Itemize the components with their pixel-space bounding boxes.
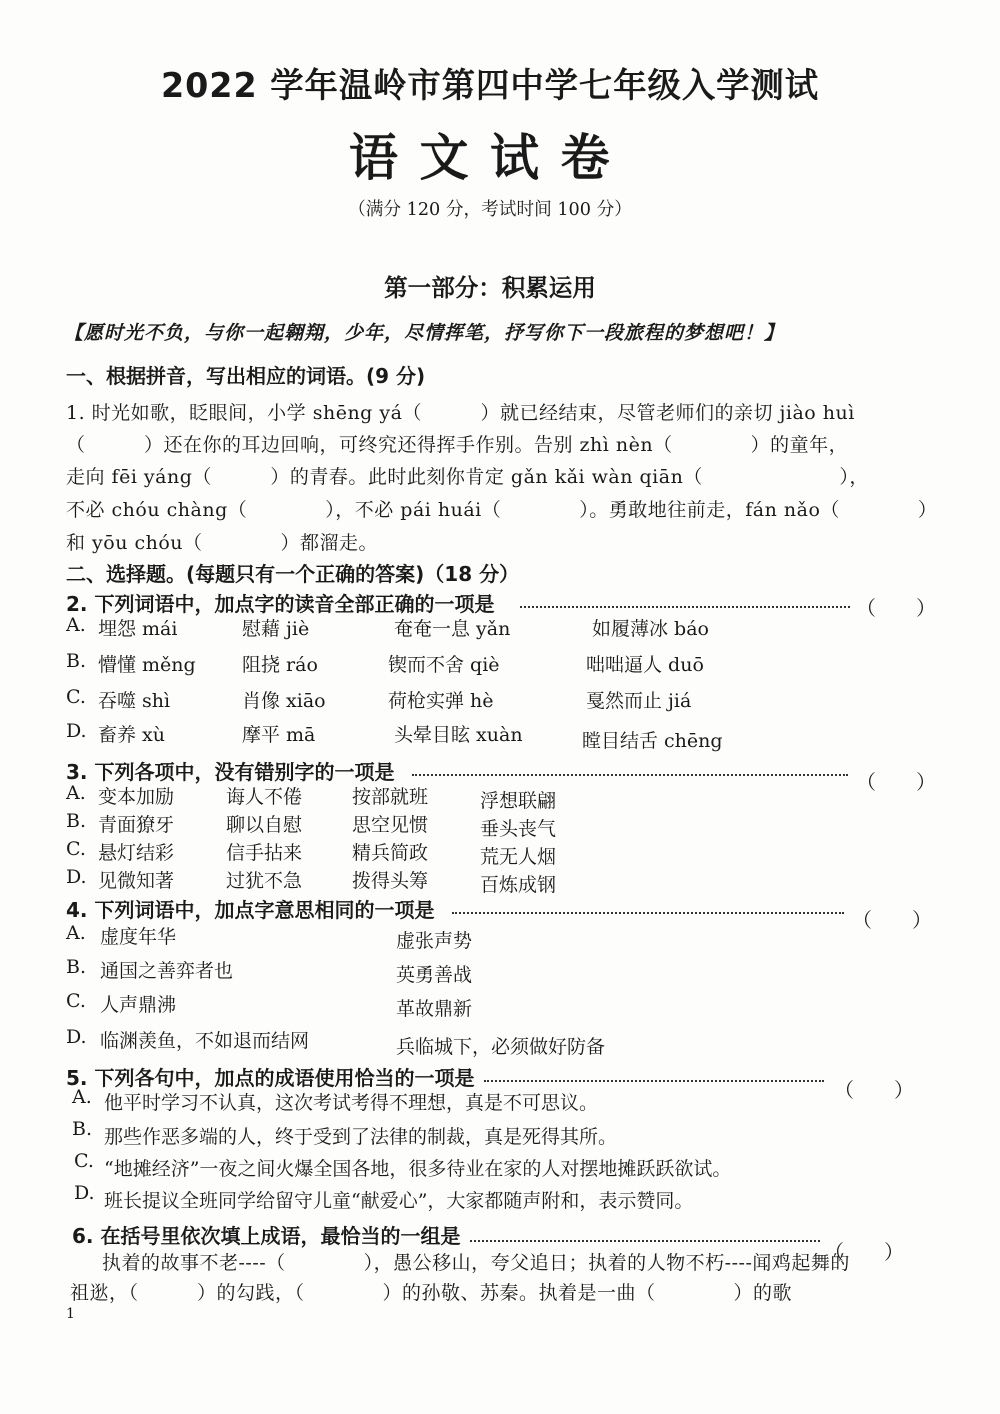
q2-d-3: 头晕目眩 xuàn <box>394 724 523 746</box>
q2-a-2: 慰藉 jiè <box>242 618 310 640</box>
q2-b-label: B. <box>66 650 87 672</box>
section1-heading: 一、根据拼音，写出相应的词语。(9 分) <box>66 364 426 388</box>
leader-dots <box>452 912 844 914</box>
answer-paren: （ ） <box>856 770 936 794</box>
answer-paren: （ ） <box>856 596 936 620</box>
q3-c-4: 荒无人烟 <box>480 846 557 868</box>
q4-d-1: 临渊羡鱼，不如退而结网 <box>100 1030 310 1052</box>
exam-info: （满分 120 分，考试时间 100 分） <box>348 199 632 220</box>
q6-line-1: 执着的故事不老----（ ），愚公移山，夸父追日；执着的人物不朽----闻鸡起舞的 <box>102 1252 850 1274</box>
q2-c-label: C. <box>66 686 86 708</box>
q6-line-2: 祖逖，（ ）的勾践，（ ）的孙敬、苏秦。执着是一曲（ ）的歌 <box>70 1282 793 1304</box>
answer-paren: （ ） <box>824 1240 904 1264</box>
part1-title: 第一部分：积累运用 <box>384 273 596 302</box>
leader-dots <box>484 1080 824 1082</box>
q3-d-4: 百炼成钢 <box>480 874 557 896</box>
q2-d-label: D. <box>66 720 87 742</box>
page-number: 1 <box>66 1306 75 1322</box>
q5-d-text: 班长提议全班同学给留守儿童“献爱心”，大家都随声附和，表示赞同。 <box>104 1190 694 1212</box>
q4-b-label: B. <box>66 956 87 978</box>
q4-c-2: 革故鼎新 <box>396 998 473 1020</box>
q4-a-1: 虚度年华 <box>100 926 177 948</box>
q2-b-4: 咄咄逼人 duō <box>586 654 704 676</box>
s1-line-4: 不必 chóu chàng（ ），不必 pái huái（ ）。勇敢地往前走，fán nǎo（ ） <box>66 499 938 521</box>
q2-a-label: A. <box>66 614 86 636</box>
q3-d-1: 见微知著 <box>98 870 175 892</box>
q2-a-3: 奄奄一息 yǎn <box>394 618 511 640</box>
leader-dots <box>520 606 850 608</box>
q2-d-4: 瞠目结舌 chēng <box>582 730 723 752</box>
exam-title: 2022 学年温岭市第四中学七年级入学测试 <box>160 66 820 106</box>
q4-c-1: 人声鼎沸 <box>100 994 177 1016</box>
q5-a-label: A. <box>72 1086 92 1108</box>
answer-paren: （ ） <box>834 1078 914 1102</box>
q3-c-1: 悬灯结彩 <box>98 842 175 864</box>
q5-a-text: 他平时学习不认真，这次考试考得不理想，真是不可思议。 <box>104 1092 599 1114</box>
q5-d-label: D. <box>74 1182 95 1204</box>
q3-a-1: 变本加励 <box>98 786 175 808</box>
leader-dots <box>412 774 848 776</box>
q3-stem: 3. 下列各项中，没有错别字的一项是 <box>66 760 395 784</box>
q3-b-1: 青面獠牙 <box>98 814 175 836</box>
q2-b-3: 锲而不舍 qiè <box>388 654 500 676</box>
q4-b-2: 英勇善战 <box>396 964 473 986</box>
q5-stem: 5. 下列各句中，加点的成语使用恰当的一项是 <box>66 1066 475 1090</box>
q2-b-1: 懵懂 měng <box>98 654 196 676</box>
leader-dots <box>470 1240 820 1242</box>
q3-c-label: C. <box>66 838 86 860</box>
subject-title: 语文试卷 <box>348 128 632 187</box>
q6-stem: 6. 在括号里依次填上成语，最恰当的一组是 <box>72 1224 461 1248</box>
q2-d-2: 摩平 mā <box>242 724 316 746</box>
q3-d-3: 拨得头筹 <box>352 870 429 892</box>
q2-c-4: 戛然而止 jiá <box>586 690 692 712</box>
q3-a-4: 浮想联翩 <box>480 790 557 812</box>
s1-line-5: 和 yōu chóu（ ）都溜走。 <box>66 532 379 554</box>
q2-a-4: 如履薄冰 báo <box>592 618 709 640</box>
s1-line-3: 走向 fēi yáng（ ）的青春。此时此刻你肯定 gǎn kǎi wàn qiān（ ）， <box>66 466 869 488</box>
q5-b-label: B. <box>72 1118 93 1140</box>
q3-c-2: 信手拈来 <box>226 842 303 864</box>
q4-a-2: 虚张声势 <box>396 930 473 952</box>
q3-a-3: 按部就班 <box>352 786 429 808</box>
q3-d-2: 过犹不急 <box>226 870 303 892</box>
q4-c-label: C. <box>66 990 86 1012</box>
q4-d-2: 兵临城下，必须做好防备 <box>396 1036 606 1058</box>
q2-a-1: 埋怨 mái <box>98 618 178 640</box>
q2-c-2: 肖像 xiāo <box>242 690 326 712</box>
q2-c-1: 吞噬 shì <box>98 690 171 712</box>
s1-line-2: （ ）还在你的耳边回响，可终究还得挥手作别。告别 zhì nèn（ ）的童年， <box>66 434 849 456</box>
q2-b-2: 阻挠 ráo <box>242 654 318 676</box>
q3-b-4: 垂头丧气 <box>480 818 557 840</box>
q3-a-2: 诲人不倦 <box>226 786 303 808</box>
q4-b-1: 通国之善弈者也 <box>100 960 234 982</box>
q5-c-label: C. <box>74 1150 94 1172</box>
q3-b-label: B. <box>66 810 87 832</box>
q2-stem: 2. 下列词语中，加点字的读音全部正确的一项是 <box>66 592 495 616</box>
s1-line-1: 1. 时光如歌，眨眼间，小学 shēng yá（ ）就已经结束，尽管老师们的亲切 jiào huì <box>66 402 855 424</box>
q3-a-label: A. <box>66 782 86 804</box>
q2-d-1: 畜养 xù <box>98 724 165 746</box>
q4-d-label: D. <box>66 1026 87 1048</box>
q3-b-2: 聊以自慰 <box>226 814 303 836</box>
q5-c-text: “地摊经济”一夜之间火爆全国各地，很多待业在家的人对摆地摊跃跃欲试。 <box>104 1158 732 1180</box>
section2-heading: 二、选择题。(每题只有一个正确的答案)（18 分） <box>66 562 520 586</box>
q3-d-label: D. <box>66 866 87 888</box>
q4-stem: 4. 下列词语中，加点字意思相同的一项是 <box>66 898 435 922</box>
q3-b-3: 思空见惯 <box>352 814 429 836</box>
q5-b-text: 那些作恶多端的人，终于受到了法律的制裁，真是死得其所。 <box>104 1126 618 1148</box>
q2-c-3: 荷枪实弹 hè <box>388 690 494 712</box>
motto: 【愿时光不负，与你一起翱翔，少年，尽情挥笔，抒写你下一段旅程的梦想吧！】 <box>64 322 785 344</box>
q4-a-label: A. <box>66 922 86 944</box>
q3-c-3: 精兵简政 <box>352 842 429 864</box>
answer-paren: （ ） <box>852 908 932 932</box>
